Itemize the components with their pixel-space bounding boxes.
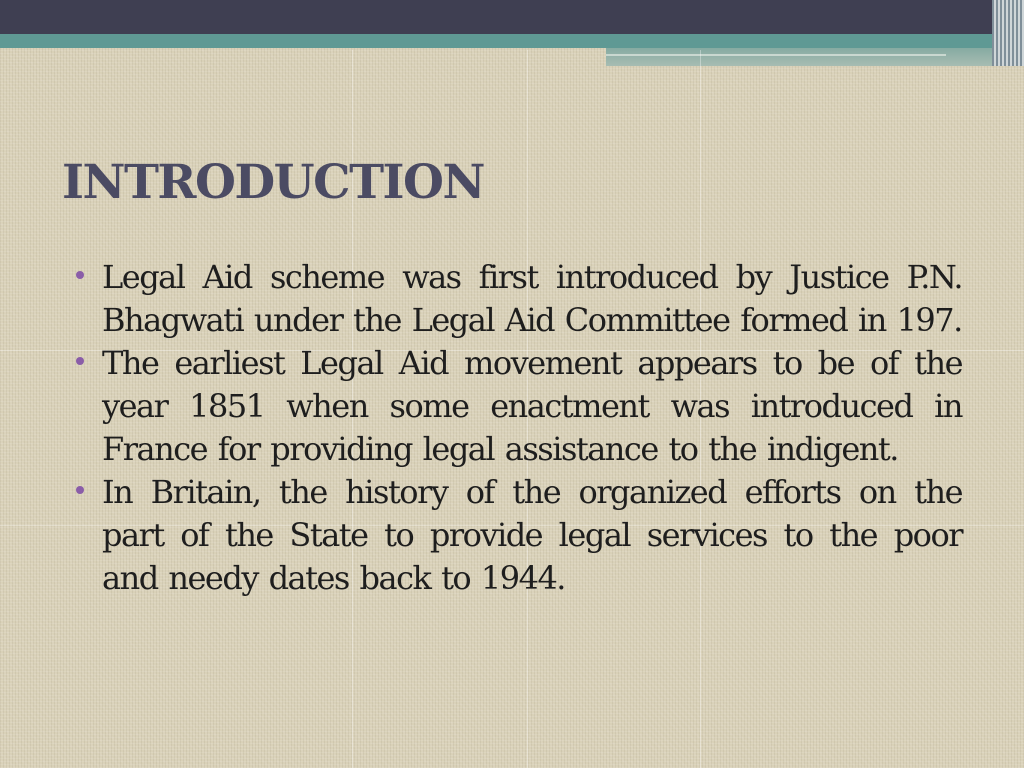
bullet-item [102,256,962,342]
header-teal-accent [606,48,1024,66]
header-stripes-decoration [992,0,1024,66]
bullet-dot-icon [76,357,84,365]
header-accent-line [606,54,946,56]
bullet-list [102,256,962,600]
bullet-text: Legal Aid scheme was first introduced by Justice P.N. Bhagwati under the Legal Aid Committee formed in 197. [102,258,962,339]
bullet-dot-icon [76,486,84,494]
bullet-dot-icon [76,271,84,279]
header-teal-bar [0,34,1024,48]
header-dark-bar [0,0,1024,34]
slide-title: INTRODUCTION [62,155,484,210]
bullet-text: In Britain, the history of the organized efforts on the part of the State to provide legal services to the poor and needy dates back to 1944. [102,473,962,597]
bullet-text: The earliest Legal Aid movement appears to be of the year 1851 when some enactment was introduced in France for providing legal assistance to the indigent. [102,344,962,468]
bullet-item [102,471,962,600]
bullet-item [102,342,962,471]
